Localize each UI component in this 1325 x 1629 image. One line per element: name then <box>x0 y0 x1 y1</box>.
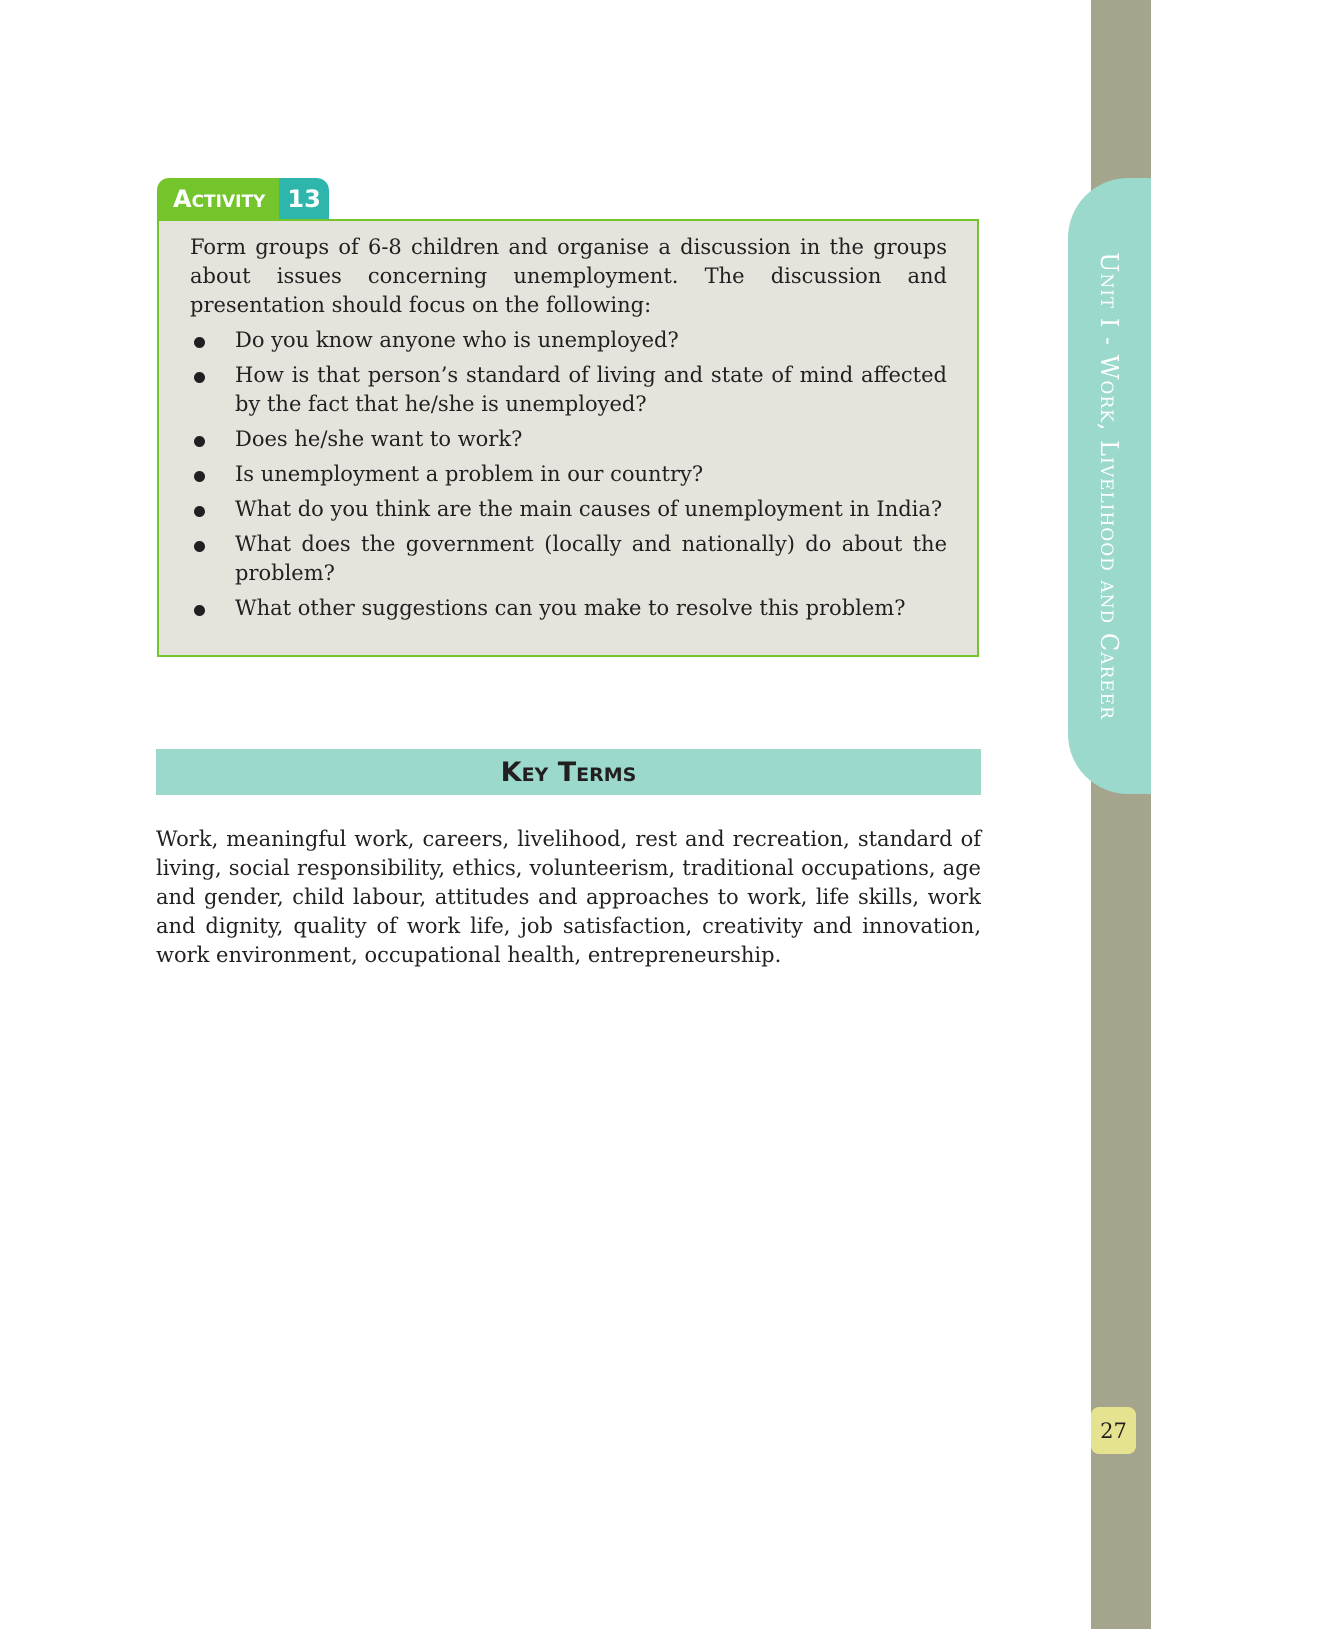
activity-header <box>157 178 329 219</box>
activity-question: Is unemployment a problem in our country? <box>190 460 947 489</box>
key-terms-title: Key Terms <box>500 756 637 788</box>
activity-box <box>157 219 979 657</box>
activity-question: What does the government (locally and nationally) do about the problem? <box>190 530 947 588</box>
bullet-icon <box>194 506 205 517</box>
bullet-icon <box>194 337 205 348</box>
activity-number: 13 <box>279 178 328 219</box>
activity-question: What do you think are the main causes of unemployment in India? <box>190 495 947 524</box>
activity-intro: Form groups of 6-8 children and organise a discussion in the groups about issues concerning unemployment. The discussion and presentation should focus on the following: <box>190 235 947 317</box>
activity-question: What other suggestions can you make to resolve this problem? <box>190 594 947 623</box>
bullet-icon <box>194 471 205 482</box>
bullet-icon <box>194 372 205 383</box>
bullet-icon <box>194 541 205 552</box>
bullet-icon <box>194 436 205 447</box>
key-terms-text: Work, meaningful work, careers, livelihood, rest and recreation, standard of living, social responsibility, ethics, volunteerism, traditional occupations, age and gender, child labour, attitudes and approaches to work, life skills, work and dignity, quality of work life, job satisfaction, creativity and innovation, work environment, occupational health, entrepreneurship. <box>156 827 981 967</box>
bullet-icon <box>194 605 205 616</box>
key-terms-header <box>156 749 981 795</box>
activity-label: Activity <box>157 178 279 219</box>
activity-question: Do you know anyone who is unemployed? <box>190 326 947 355</box>
activity-question-list <box>190 326 947 623</box>
unit-label: Unit I - Work, Livelihood and Career <box>1095 252 1123 720</box>
activity-question: How is that person’s standard of living and state of mind affected by the fact that he/she is unemployed? <box>190 361 947 419</box>
page-number: 27 <box>1091 1407 1136 1454</box>
activity-question: Does he/she want to work? <box>190 425 947 454</box>
